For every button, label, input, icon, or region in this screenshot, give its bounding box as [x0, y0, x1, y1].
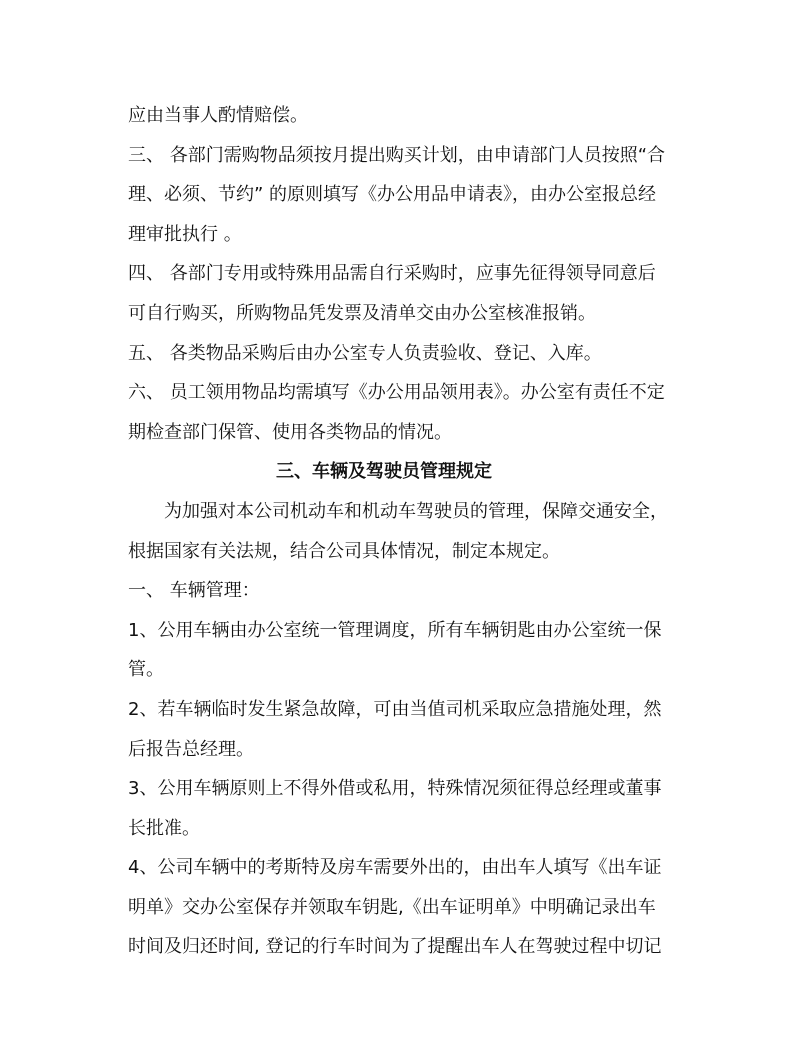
paragraph-line: 理、必须、节约” 的原则填写《办公用品申请表》，由办公室报总经 — [128, 184, 657, 206]
paragraph-line: 应由当事人酌情赔偿。 — [128, 105, 308, 126]
paragraph-line: 六、 员工领用物品均需填写《办公用品领用表》。办公室有责任不定 — [128, 382, 665, 404]
paragraph-line: 可自行购买，所购物品凭发票及清单交由办公室核准报销。 — [128, 302, 596, 324]
rule-line: 后报告总经理。 — [128, 738, 254, 760]
paragraph-line: 四、 各部门专用或特殊用品需自行采购时，应事先征得领导同意后 — [128, 263, 656, 285]
rule-line: 长批准。 — [128, 817, 200, 839]
rule-line: 3、公用车辆原则上不得外借或私用，特殊情况须征得总经理或董事 — [128, 778, 662, 800]
rule-line: 明单》交办公室保存并领取车钥匙,《出车证明单》中明确记录出车 — [128, 896, 656, 918]
paragraph-line: 三、 各部门需购物品须按月提出购买计划，由申请部门人员按照“合 — [128, 144, 666, 166]
section-heading: 三、车辆及驾驶员管理规定 — [276, 461, 492, 483]
paragraph-line: 五、 各类物品采购后由办公室专人负责验收、登记、入库。 — [128, 342, 602, 364]
intro-line: 为加强对本公司机动车和机动车驾驶员的管理，保障交通安全， — [164, 500, 668, 522]
document-body — [128, 96, 668, 967]
paragraph-line: 期检查部门保管、使用各类物品的情况。 — [128, 421, 452, 443]
paragraph-line: 理审批执行 。 — [128, 223, 242, 245]
rule-line: 时间及归还时间, 登记的行车时间为了提醒出车人在驾驶过程中切记 — [128, 936, 662, 958]
rule-line: 2、若车辆临时发生紧急故障，可由当值司机采取应急措施处理，然 — [128, 698, 662, 720]
rule-line: 4、公司车辆中的考斯特及房车需要外出的，由出车人填写《出车证 — [128, 857, 662, 879]
rule-line: 1、公用车辆由办公室统一管理调度，所有车辆钥匙由办公室统一保 — [128, 619, 662, 641]
rule-line: 管。 — [128, 659, 164, 681]
intro-line: 根据国家有关法规，结合公司具体情况，制定本规定。 — [128, 540, 560, 562]
sub-heading: 一、 车辆管理： — [128, 580, 260, 602]
